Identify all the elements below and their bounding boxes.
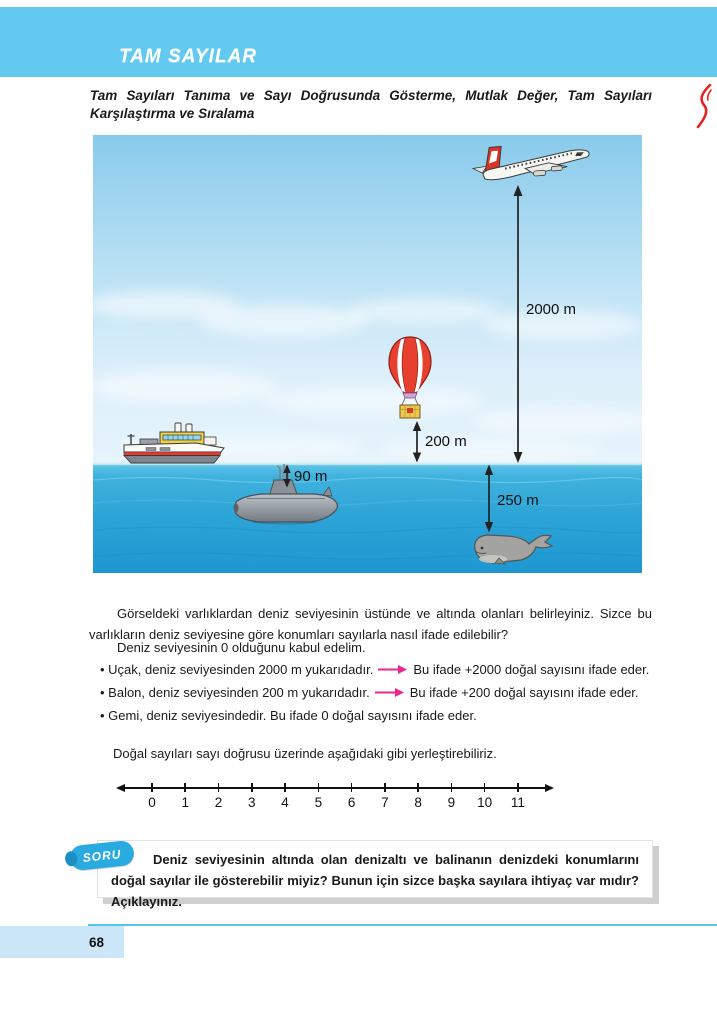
bullet-statement: • Uçak, deniz seviyesinden 2000 m yukarıdadır.: [100, 662, 374, 677]
tick: [441, 779, 461, 810]
tick-label: 9: [447, 795, 456, 810]
tick-label: 7: [381, 795, 389, 810]
tick: [375, 779, 395, 810]
tick: [342, 779, 362, 810]
plane-height-label: 2000 m: [526, 301, 577, 318]
submarine-depth-label: 90 m: [294, 468, 328, 485]
sea-level-illustration: [93, 135, 642, 573]
tick-label: 8: [414, 795, 422, 810]
bullet-conclusion: Bu ifade +2000 doğal sayısını ifade eder.: [413, 662, 650, 677]
tick-label: 4: [281, 795, 289, 810]
tick-label: 11: [510, 795, 525, 810]
chapter-header-band: [0, 7, 717, 77]
number-line: [117, 779, 553, 811]
question-box: [97, 840, 653, 909]
page-number: 68: [88, 934, 104, 950]
bullet-ship: [100, 708, 477, 723]
intro-paragraph: Görseldeki varlıklardan deniz seviyesinin üstünde ve altında olanları belirleyiniz. Sizce bu varlıkların deniz seviyesine göre konumları sayılarla nasıl ifade edilebilir?: [89, 606, 652, 642]
section-title: Tam Sayıları Tanıma ve Sayı Doğrusunda Gösterme, Mutlak Değer, Tam Sayıları Karşılaştırma ve Sıralama: [90, 88, 652, 121]
tick-label: 1: [181, 795, 190, 810]
tick: [408, 779, 428, 810]
arrow-right-icon: [378, 664, 408, 675]
tick: [242, 779, 262, 810]
tick: [175, 779, 195, 810]
chapter-title: TAM SAYILAR: [119, 46, 258, 67]
balloon-height-label: 200 m: [425, 433, 467, 450]
whale-depth-label: 250 m: [497, 492, 539, 509]
red-squiggle-decoration: [695, 84, 717, 130]
sea: [93, 464, 642, 573]
page-number-tab: [0, 926, 124, 958]
tick: [475, 779, 495, 810]
arrow-right-icon: [375, 687, 405, 698]
right-arrowhead-icon: [545, 784, 554, 792]
left-arrowhead-icon: [116, 784, 125, 792]
number-line-ticks: [142, 779, 528, 810]
bullet-balloon: [100, 685, 639, 700]
bullet-statement: • Balon, deniz seviyesinden 200 m yukarıdadır.: [100, 685, 370, 700]
assumption-line: Deniz seviyesinin 0 olduğunu kabul edelim.: [117, 640, 366, 655]
tick: [275, 779, 295, 810]
tick-label: 5: [314, 795, 323, 810]
question-text: Deniz seviyesinin altında olan denizaltı ve balinanın denizdeki konumlarını doğal sayılar ile gösterebilir miyiz? Bunun için sizce başka sayılara ihtiyaç var mıdır? Açıklayınız.: [111, 852, 639, 909]
soru-badge: SORU: [69, 840, 135, 872]
tick: [209, 779, 229, 810]
tick-label: 2: [214, 795, 223, 810]
tick: [308, 779, 328, 810]
footer-rule: [88, 924, 717, 926]
bullet-statement: • Gemi, deniz seviyesindedir. Bu ifade 0 doğal sayısını ifade eder.: [100, 708, 477, 723]
tick-label: 6: [347, 795, 356, 810]
tick-label: 3: [248, 795, 256, 810]
tick: [508, 779, 528, 810]
tick-label: 10: [477, 795, 493, 810]
bullet-plane: [100, 662, 649, 677]
tick: [142, 779, 162, 810]
number-line-intro: Doğal sayıları sayı doğrusu üzerinde aşağıdaki gibi yerleştirebiliriz.: [113, 746, 497, 761]
tick-label: 0: [148, 795, 156, 810]
bullet-conclusion: Bu ifade +200 doğal sayısını ifade eder.: [409, 685, 639, 700]
